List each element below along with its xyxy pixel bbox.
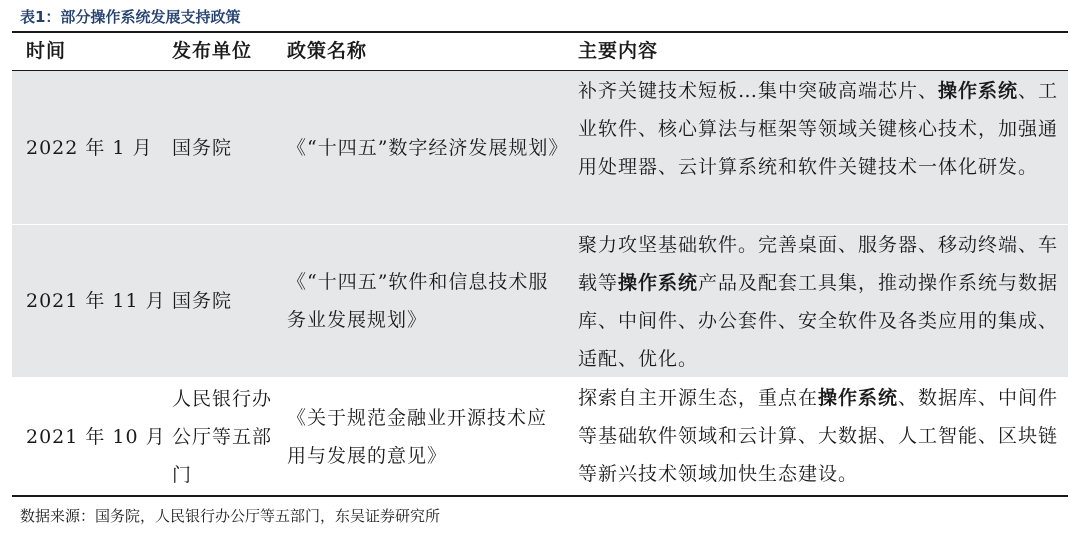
header-main-content: 主要内容 bbox=[578, 40, 659, 62]
row-publisher: 国务院 bbox=[172, 290, 233, 312]
header-time: 时间 bbox=[26, 40, 67, 62]
row-time: 2022 年 1 月 bbox=[26, 136, 153, 159]
row-policy-name: 《关于规范金融业开源技术应用与发展的意见》 bbox=[287, 406, 548, 467]
row-policy-name: 《“十四五”数字经济发展规划》 bbox=[287, 136, 569, 159]
row-publisher: 国务院 bbox=[172, 136, 233, 159]
keyword-highlight: 操作系统 bbox=[818, 387, 899, 409]
data-source-note: 数据来源：国务院，人民银行办公厅等五部门，东吴证券研究所 bbox=[20, 507, 441, 525]
row-publisher: 人民银行办公厅等五部门 bbox=[172, 387, 273, 486]
keyword-highlight: 操作系统 bbox=[618, 272, 699, 294]
row-policy-name: 《“十四五”软件和信息技术服务业发展规划》 bbox=[287, 271, 549, 331]
table-title: 表1：部分操作系统发展支持政策 bbox=[20, 8, 241, 26]
header-publisher: 发布单位 bbox=[172, 40, 253, 62]
row-time: 2021 年 11 月 bbox=[26, 290, 166, 312]
keyword-highlight: 操作系统 bbox=[938, 80, 1019, 102]
row-main-content: 探索自主开源生态，重点在操作系统、数据库、中间件等基础软件领域和云计算、大数据、人工智能、区块链等新兴技术领域加快生态建设。 bbox=[578, 387, 1059, 485]
header-policy-name: 政策名称 bbox=[287, 40, 368, 62]
row-main-content: 补齐关键技术短板…集中突破高端芯片、操作系统、工业软件、核心算法与框架等领域关键核心技术，加强通用处理器、云计算系统和软件关键技术一体化研发。 bbox=[578, 80, 1059, 178]
row-main-content: 聚力攻坚基础软件。完善桌面、服务器、移动终端、车载等操作系统产品及配套工具集，推动操作系统与数据库、中间件、办公套件、安全软件及各类应用的集成、适配、优化。 bbox=[578, 234, 1059, 370]
row-time: 2021 年 10 月 bbox=[26, 425, 166, 448]
bottom-rule bbox=[12, 495, 1068, 497]
